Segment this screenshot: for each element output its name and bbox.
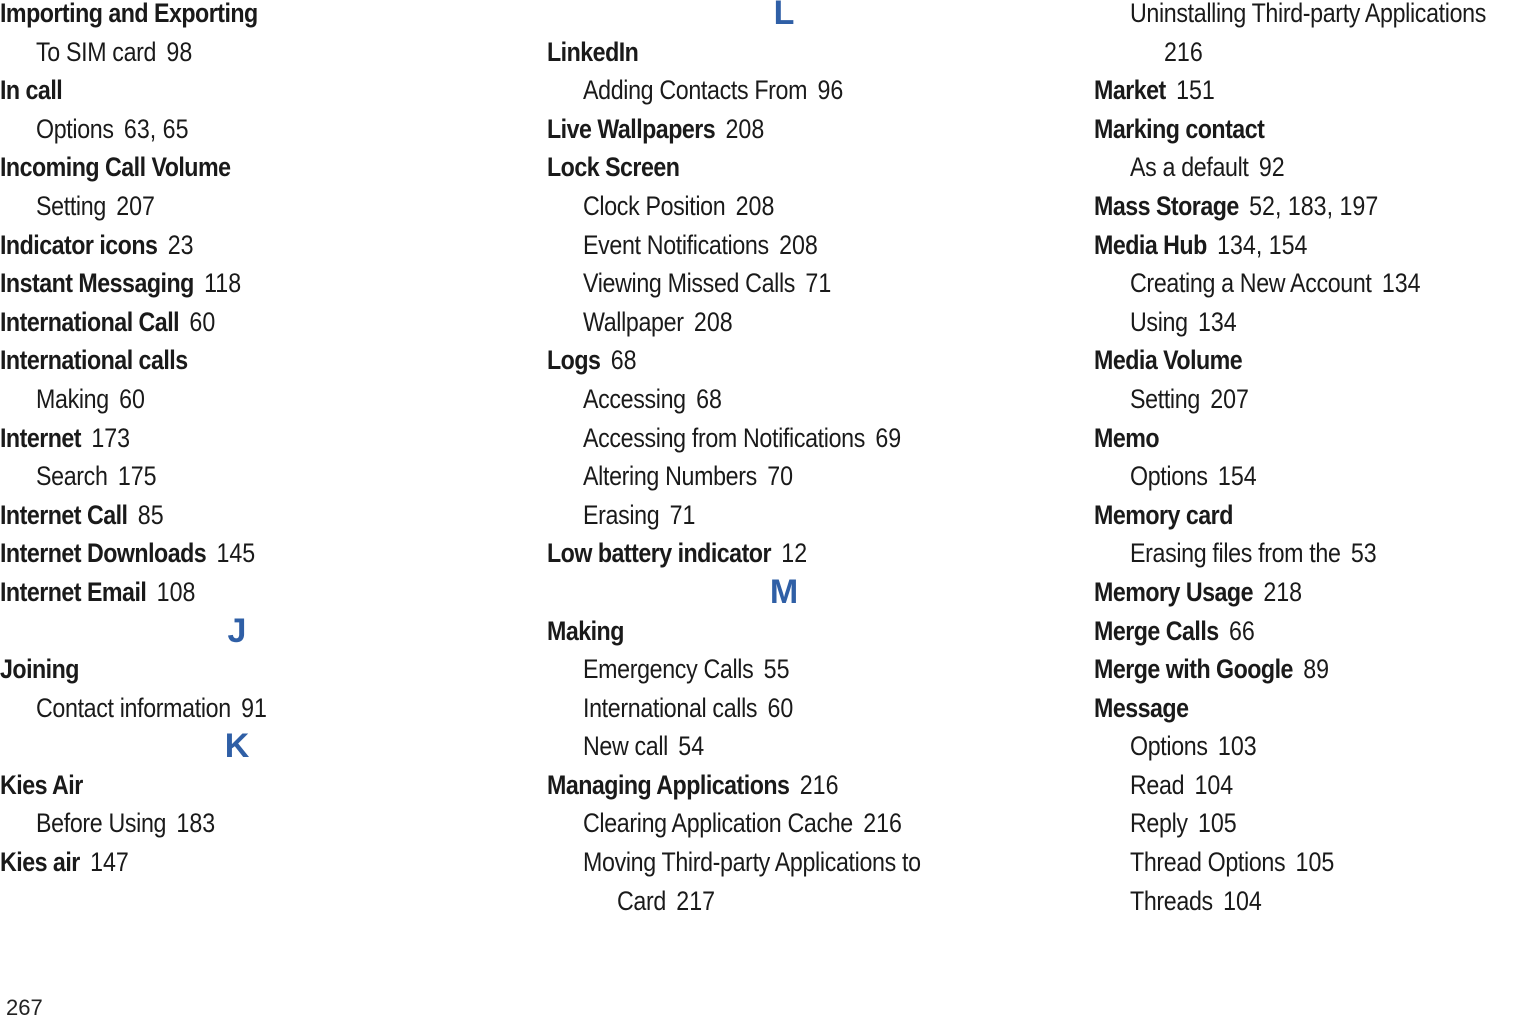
index-entry [547, 36, 1067, 78]
entry-pages: 63, 65 [123, 113, 189, 144]
entry-text [0, 538, 256, 569]
entry-pages: 53 [1350, 538, 1377, 569]
index-entry [547, 113, 1067, 155]
entry-term: Media Hub [1094, 229, 1207, 260]
index-entry [0, 347, 520, 386]
entry-term: Live Wallpapers [547, 113, 716, 144]
page-number: 267 [6, 995, 43, 1020]
entry-pages: 216 [799, 769, 839, 800]
index-entry [547, 540, 1067, 579]
entry-term: Creating a New Account [1130, 268, 1372, 299]
entry-term: Viewing Missed Calls [583, 268, 796, 299]
index-entry [1094, 422, 1531, 464]
index-entry [0, 77, 520, 116]
entry-pages: 60 [767, 692, 794, 723]
index-subentry [547, 692, 1067, 734]
entry-term: Market [1094, 75, 1166, 106]
entry-pages: 217 [676, 885, 716, 916]
entry-text [1130, 268, 1421, 299]
index-subentry [1094, 769, 1531, 811]
entry-term: Making [36, 383, 109, 414]
entry-term: Card [617, 885, 666, 916]
entry-text [36, 36, 193, 67]
entry-text [0, 769, 83, 800]
entry-term: Logs [547, 345, 601, 376]
entry-pages: 52, 183, 197 [1249, 190, 1379, 221]
index-entry [1094, 347, 1531, 386]
entry-term: Memory card [1094, 499, 1233, 530]
entry-pages: 69 [875, 422, 902, 453]
entry-text [1130, 383, 1249, 414]
index-entry [1094, 692, 1531, 734]
entry-term: Internet [0, 422, 82, 453]
entry-text [1094, 190, 1379, 221]
index-subentry [547, 190, 1067, 232]
index-entry [1094, 229, 1531, 271]
index-subentry [0, 463, 520, 502]
entry-pages: 145 [216, 538, 256, 569]
entry-term: Emergency Calls [583, 654, 754, 685]
index-subentry [547, 270, 1067, 309]
entry-term: Mass Storage [1094, 190, 1239, 221]
entry-pages: 91 [241, 692, 267, 723]
index-subentry [1094, 540, 1531, 579]
entry-text [1130, 847, 1335, 878]
entry-pages: 216 [863, 808, 902, 839]
entry-term: International calls [0, 345, 188, 376]
entry-term: Kies Air [0, 769, 83, 800]
index-subentry [0, 810, 520, 849]
entry-term: Internet Downloads [0, 538, 207, 569]
index-entry [0, 656, 520, 695]
section-letter: L [773, 0, 795, 32]
entry-term: Clearing Application Cache [583, 808, 853, 839]
entry-term: New call [583, 731, 668, 762]
entry-text [36, 808, 216, 839]
index-subentry [547, 656, 1067, 695]
entry-text [583, 654, 790, 685]
index-column-3 [1094, 0, 1531, 926]
index-subentry [547, 849, 1067, 888]
entry-pages: 60 [189, 306, 216, 337]
entry-term: Before Using [36, 808, 167, 839]
entry-pages: 147 [90, 847, 129, 878]
index-entry [547, 769, 1067, 811]
entry-term: Options [1130, 461, 1208, 492]
entry-text [0, 499, 164, 530]
index-subentry [1094, 154, 1531, 193]
index-subentry [1094, 733, 1531, 772]
entry-text [547, 152, 680, 183]
index-entry [1094, 576, 1531, 618]
entry-term: Message [1094, 692, 1189, 723]
index-entry [1094, 190, 1531, 232]
index-subentry [1094, 463, 1531, 502]
index-subentry [0, 383, 520, 425]
index-entry [0, 499, 520, 541]
entry-pages: 208 [693, 306, 733, 337]
entry-term: Merge Calls [1094, 615, 1219, 646]
entry-pages: 173 [91, 422, 131, 453]
index-subentry [1094, 885, 1531, 927]
entry-term: Altering Numbers [583, 461, 757, 492]
entry-text [1130, 152, 1285, 183]
entry-pages: 134 [1197, 306, 1237, 337]
entry-term: Clock Position [583, 190, 726, 221]
index-entry [1094, 77, 1531, 116]
entry-term: Joining [0, 654, 79, 685]
index-subentry [547, 463, 1067, 502]
entry-text [583, 383, 722, 414]
entry-term: Instant Messaging [0, 268, 194, 299]
entry-pages: 208 [725, 113, 765, 144]
entry-text [583, 499, 696, 530]
entry-pages: 23 [167, 229, 194, 260]
index-entry [1094, 499, 1531, 541]
entry-text [583, 75, 844, 106]
entry-pages: 89 [1303, 654, 1330, 685]
entry-pages: 134 [1381, 268, 1421, 299]
entry-pages: 175 [117, 461, 157, 492]
entry-text [0, 268, 242, 299]
entry-text [547, 769, 839, 800]
index-subentry [547, 885, 1067, 927]
entry-term: Reply [1130, 808, 1188, 839]
entry-text [1130, 0, 1486, 26]
entry-term: Moving Third-party Applications to [583, 847, 921, 878]
entry-pages: 71 [805, 268, 832, 299]
index-entry [0, 154, 520, 193]
entry-term: Search [36, 461, 108, 492]
entry-term: Options [1130, 731, 1208, 762]
entry-pages: 154 [1217, 461, 1257, 492]
entry-pages: 208 [779, 229, 818, 260]
index-entry [0, 769, 520, 811]
index-entry [547, 347, 1067, 386]
index-subentry [0, 36, 520, 78]
index-entry [0, 306, 520, 348]
entry-term: Media Volume [1094, 345, 1243, 376]
entry-text [583, 229, 818, 260]
index-subentry [1094, 849, 1531, 888]
index-subentry [1094, 0, 1531, 39]
entry-term: Contact information [36, 692, 231, 723]
index-subentry [1094, 36, 1531, 78]
entry-term: International calls [583, 692, 758, 723]
entry-text [583, 808, 902, 839]
entry-term: Merge with Google [1094, 654, 1293, 685]
entry-term: Accessing from Notifications [583, 422, 866, 453]
entry-term: Adding Contacts From [583, 75, 808, 106]
entry-pages: 105 [1197, 808, 1237, 839]
entry-text [36, 692, 267, 723]
entry-pages: 96 [817, 75, 844, 106]
entry-text [36, 383, 145, 414]
index-subentry [547, 306, 1067, 348]
entry-text [1130, 769, 1234, 800]
entry-pages: 55 [763, 654, 790, 685]
entry-term: Low battery indicator [547, 538, 771, 569]
index-entry [0, 849, 520, 888]
entry-text [36, 461, 157, 492]
entry-pages: 216 [1164, 36, 1203, 67]
entry-term: Setting [1130, 383, 1200, 414]
index-entry [0, 270, 520, 309]
entry-pages: 66 [1228, 615, 1255, 646]
index-subentry [547, 77, 1067, 116]
index-subentry [1094, 810, 1531, 849]
entry-text [583, 268, 832, 299]
entry-term: Wallpaper [583, 306, 684, 337]
entry-term: Uninstalling Third-party Applications [1130, 0, 1486, 28]
entry-pages: 208 [735, 190, 775, 221]
entry-text [1130, 885, 1262, 916]
entry-term: Thread Options [1130, 847, 1286, 878]
entry-pages: 85 [137, 499, 164, 530]
entry-text [0, 75, 63, 106]
index-subentry [547, 383, 1067, 425]
entry-pages: 218 [1263, 576, 1303, 607]
entry-text [0, 422, 131, 453]
entry-pages: 151 [1176, 75, 1215, 106]
entry-pages: 103 [1217, 731, 1257, 762]
index-subentry [547, 733, 1067, 772]
entry-text [583, 190, 775, 221]
entry-text [547, 113, 765, 144]
entry-pages: 54 [678, 731, 705, 762]
index-entry [0, 540, 520, 579]
entry-text [583, 731, 705, 762]
entry-text [1130, 461, 1257, 492]
index-entry [0, 0, 520, 39]
entry-text [0, 229, 194, 260]
entry-term: To SIM card [36, 36, 157, 67]
index-subentry [1094, 383, 1531, 425]
entry-text [0, 847, 129, 878]
entry-pages: 98 [166, 36, 193, 67]
entry-text [0, 654, 79, 685]
entry-text [0, 0, 258, 26]
entry-text [583, 306, 733, 337]
index-entry [1094, 615, 1531, 657]
entry-term: Internet Call [0, 499, 128, 530]
index-entry [547, 154, 1067, 193]
entry-pages: 104 [1223, 885, 1262, 916]
entry-text [1130, 808, 1237, 839]
entry-text [547, 36, 639, 67]
entry-term: Indicator icons [0, 229, 158, 260]
entry-text [547, 345, 637, 376]
entry-term: Accessing [583, 383, 686, 414]
entry-text [1130, 306, 1237, 337]
entry-term: Erasing files from the [1130, 538, 1341, 569]
index-subentry [547, 810, 1067, 849]
entry-pages: 60 [119, 383, 145, 414]
entry-text [1094, 75, 1215, 106]
entry-term: As a default [1130, 152, 1249, 183]
entry-term: Read [1130, 769, 1185, 800]
entry-text [1164, 36, 1203, 67]
section-letter: M [769, 572, 799, 611]
entry-pages: 134, 154 [1217, 229, 1308, 260]
entry-text [583, 692, 794, 723]
entry-pages: 207 [116, 190, 155, 221]
entry-term: Kies air [0, 847, 80, 878]
entry-text [36, 113, 189, 144]
index-subentry [547, 229, 1067, 271]
index-subentry [0, 190, 520, 232]
entry-text [1094, 345, 1243, 376]
entry-term: Memory Usage [1094, 576, 1253, 607]
entry-text [1094, 422, 1160, 453]
entry-text [583, 461, 794, 492]
index-column-1 [0, 0, 520, 888]
index-entry [1094, 113, 1531, 155]
entry-text [0, 345, 188, 376]
index-entry [0, 229, 520, 271]
entry-pages: 92 [1258, 152, 1285, 183]
entry-term: LinkedIn [547, 36, 639, 67]
entry-pages: 71 [669, 499, 696, 530]
entry-text [1094, 615, 1255, 646]
entry-text [0, 152, 231, 183]
index-entry [0, 576, 520, 618]
entry-text [0, 306, 216, 337]
entry-term: Making [547, 615, 624, 646]
index-subentry [547, 422, 1067, 464]
index-entry [0, 422, 520, 464]
index-column-2 [547, 0, 1067, 926]
entry-pages: 70 [767, 461, 794, 492]
entry-pages: 105 [1295, 847, 1335, 878]
index-entry [1094, 656, 1531, 695]
entry-text [1094, 654, 1330, 685]
entry-text [547, 615, 624, 646]
entry-term: Incoming Call Volume [0, 152, 231, 183]
entry-term: Options [36, 113, 114, 144]
entry-term: Managing Applications [547, 769, 790, 800]
entry-term: Internet Email [0, 576, 147, 607]
entry-term: Erasing [583, 499, 660, 530]
entry-text [1094, 113, 1265, 144]
entry-term: Using [1130, 306, 1188, 337]
entry-term: Threads [1130, 885, 1213, 916]
entry-pages: 207 [1210, 383, 1249, 414]
entry-term: Setting [36, 190, 106, 221]
entry-pages: 12 [781, 538, 808, 569]
entry-term: International Call [0, 306, 180, 337]
entry-text [1130, 538, 1377, 569]
entry-pages: 108 [156, 576, 196, 607]
entry-term: In call [0, 75, 63, 106]
entry-text [1094, 229, 1308, 260]
section-letter: K [224, 727, 250, 766]
index-subentry [1094, 270, 1531, 309]
index-subentry [547, 499, 1067, 541]
entry-term: Marking contact [1094, 113, 1265, 144]
entry-pages: 118 [204, 268, 242, 299]
entry-text [1130, 731, 1257, 762]
entry-pages: 183 [176, 808, 216, 839]
entry-text [583, 422, 902, 453]
entry-pages: 68 [696, 383, 722, 414]
entry-term: Lock Screen [547, 152, 680, 183]
entry-pages: 68 [610, 345, 637, 376]
index-subentry [0, 113, 520, 155]
entry-text [583, 847, 921, 878]
section-letter: J [227, 611, 247, 650]
entry-text [617, 885, 716, 916]
index-subentry [1094, 306, 1531, 348]
entry-text [0, 576, 196, 607]
entry-term: Event Notifications [583, 229, 769, 260]
entry-pages: 104 [1194, 769, 1234, 800]
entry-text [36, 190, 155, 221]
entry-text [547, 538, 808, 569]
entry-term: Importing and Exporting [0, 0, 258, 28]
entry-text [1094, 576, 1303, 607]
entry-text [1094, 499, 1233, 530]
index-subentry [0, 692, 520, 734]
entry-text [1094, 692, 1189, 723]
entry-term: Memo [1094, 422, 1160, 453]
index-entry [547, 615, 1067, 657]
